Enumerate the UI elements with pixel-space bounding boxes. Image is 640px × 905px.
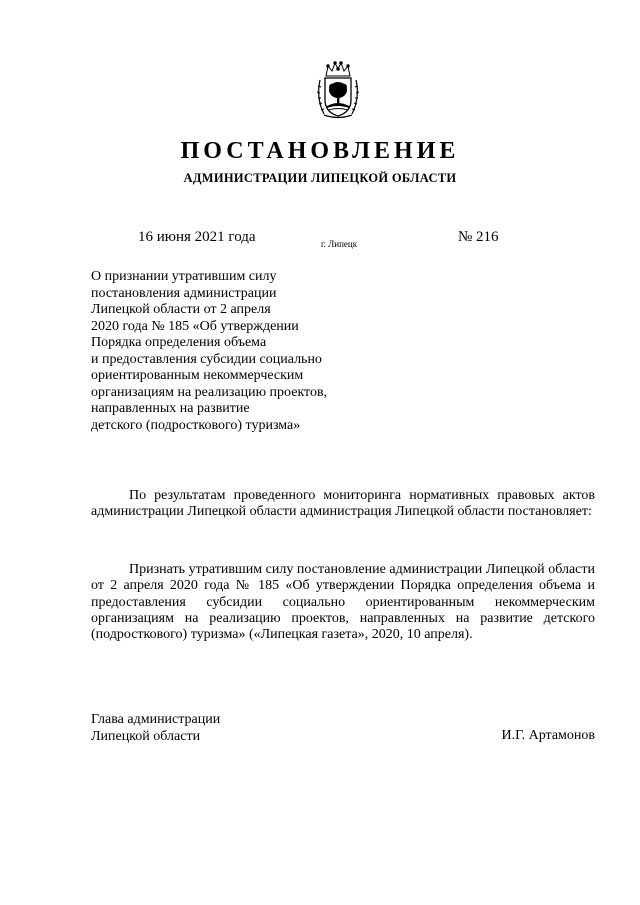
- document-number: № 216: [458, 229, 499, 245]
- document-subject: [91, 269, 371, 434]
- signatory-position-line: Глава администрации: [91, 712, 221, 727]
- subject-line: 2020 года № 185 «Об утверждении: [91, 318, 299, 334]
- document-type-title: ПОСТАНОВЛЕНИЕ: [180, 138, 460, 164]
- subject-line: детского (подросткового) туризма»: [91, 417, 301, 433]
- document-date: 16 июня 2021 года: [138, 229, 256, 245]
- signatory-position-line: Липецкой области: [91, 728, 201, 744]
- subject-line: и предоставления субсидии социально: [91, 351, 322, 367]
- subject-line: ориентированным некоммерческим: [91, 368, 304, 383]
- subject-line: Порядка определения объема: [91, 335, 267, 350]
- document-place: г. Липецк: [321, 239, 358, 249]
- subject-line: направленных на развитие: [91, 401, 250, 416]
- body-paragraph-resolution: Признать утратившим силу постановление администрации Липецкой области от 2 апреля 2020 года № 185 «Об утверждении Порядка определения объема и предоставления субсидии социально ориентированным некоммерческим организациям на реализацию проектов, направленных на развитие детского (подросткового) туризма» («Липецкая газета», 2020, 10 апреля).: [91, 562, 595, 643]
- coat-of-arms-icon: [314, 60, 362, 120]
- subject-line: организациям на реализацию проектов,: [91, 384, 328, 400]
- issuer-title: АДМИНИСТРАЦИИ ЛИПЕЦКОЙ ОБЛАСТИ: [183, 171, 457, 185]
- body-paragraph-preamble: По результатам проведенного мониторинга нормативных правовых актов администрации Липецкой области администрация Липецкой области постановляет:: [91, 488, 595, 520]
- subject-line: постановления администрации: [91, 285, 277, 301]
- signatory-name: И.Г. Артамонов: [501, 728, 595, 743]
- subject-line: Липецкой области от 2 апреля: [91, 302, 271, 317]
- signatory-position: [91, 712, 220, 745]
- subject-line: О признании утратившим силу: [91, 269, 277, 284]
